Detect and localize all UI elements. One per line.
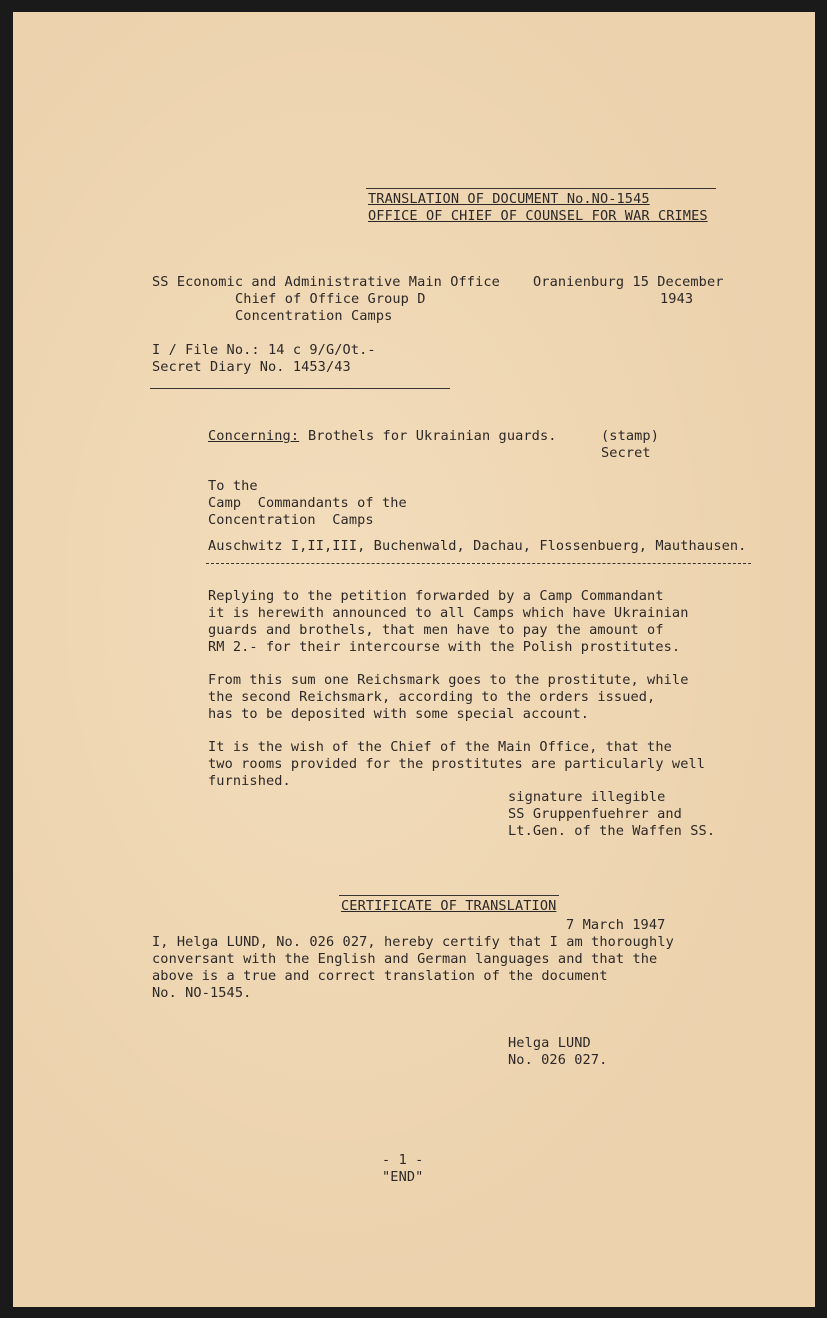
file-number: I / File No.: 14 c 9/G/Ot.- xyxy=(152,342,376,358)
body-p1-line-4: RM 2.- for their intercourse with the Polish prostitutes. xyxy=(208,639,681,655)
subject-label: Concerning: xyxy=(208,428,300,444)
certificate-line-2: conversant with the English and German languages and that the xyxy=(152,951,658,967)
translator-name: Helga LUND xyxy=(508,1035,591,1051)
certificate-line-4: No. NO-1545. xyxy=(152,985,252,1001)
sender-line-2: Chief of Office Group D xyxy=(235,291,426,307)
place-date: Oranienburg 15 December xyxy=(533,274,724,290)
certificate-date: 7 March 1947 xyxy=(566,917,666,933)
header-office: OFFICE OF CHIEF OF COUNSEL FOR WAR CRIMES xyxy=(368,208,708,224)
addressee-line-1: To the xyxy=(208,478,258,494)
certificate-top-rule xyxy=(339,895,559,896)
body-p3-line-1: It is the wish of the Chief of the Main Office, that the xyxy=(208,739,672,755)
header-title: TRANSLATION OF DOCUMENT No.NO-1545 xyxy=(368,191,650,207)
body-p1-line-1: Replying to the petition forwarded by a Camp Commandant xyxy=(208,588,664,604)
camp-list: Auschwitz I,II,III, Buchenwald, Dachau, Flossenbuerg, Mauthausen. xyxy=(208,538,747,554)
page-number: - 1 - xyxy=(382,1152,424,1168)
body-p1-line-2: it is herewith announced to all Camps which have Ukrainian xyxy=(208,605,689,621)
body-p2-line-2: the second Reichsmark, according to the orders issued, xyxy=(208,689,656,705)
certificate-line-1: I, Helga LUND, No. 026 027, hereby certify that I am thoroughly xyxy=(152,934,674,950)
header-top-rule xyxy=(366,188,716,189)
secret-diary-number: Secret Diary No. 1453/43 xyxy=(152,359,351,375)
body-p2-line-1: From this sum one Reichsmark goes to the prostitute, while xyxy=(208,672,689,688)
date-year: 1943 xyxy=(660,291,694,307)
camp-list-rule xyxy=(206,563,751,564)
subject-text: Brothels for Ukrainian guards. xyxy=(308,428,557,444)
stamp-secret: Secret xyxy=(601,445,651,461)
addressee-line-3: Concentration Camps xyxy=(208,512,374,528)
body-p3-line-2: two rooms provided for the prostitutes are particularly well xyxy=(208,756,706,772)
sender-line-1: SS Economic and Administrative Main Office xyxy=(152,274,500,290)
body-p1-line-3: guards and brothels, that men have to pay the amount of xyxy=(208,622,664,638)
signature-title: Lt.Gen. of the Waffen SS. xyxy=(508,823,716,839)
document-page xyxy=(13,12,815,1307)
body-p2-line-3: has to be deposited with some special account. xyxy=(208,706,590,722)
addressee-line-2: Camp Commandants of the xyxy=(208,495,407,511)
certificate-title: CERTIFICATE OF TRANSLATION xyxy=(341,898,557,914)
signature-rank: SS Gruppenfuehrer and xyxy=(508,806,682,822)
body-p3-line-3: furnished. xyxy=(208,773,291,789)
translator-number: No. 026 027. xyxy=(508,1052,608,1068)
signature-illegible: signature illegible xyxy=(508,789,666,805)
sender-line-3: Concentration Camps xyxy=(235,308,393,324)
end-marker: "END" xyxy=(382,1169,424,1185)
certificate-line-3: above is a true and correct translation of the document xyxy=(152,968,608,984)
file-rule xyxy=(150,388,450,389)
stamp-label: (stamp) xyxy=(601,428,659,444)
